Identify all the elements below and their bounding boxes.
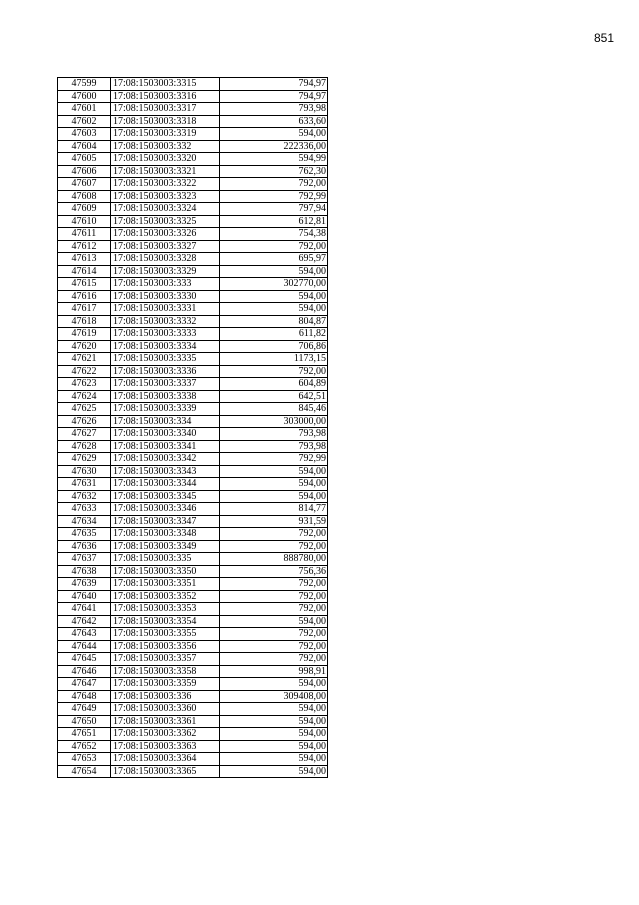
table-row [58, 478, 328, 491]
row-number-cell: 47609 [58, 203, 111, 216]
cadastral-number-cell: 17:08:1503003:3338 [111, 390, 220, 403]
cadastral-number-cell: 17:08:1503003:3324 [111, 203, 220, 216]
cadastral-number-cell: 17:08:1503003:336 [111, 690, 220, 703]
value-cell: 792,00 [220, 365, 328, 378]
cadastral-number-cell: 17:08:1503003:3364 [111, 753, 220, 766]
table-row [58, 228, 328, 241]
value-cell: 888780,00 [220, 553, 328, 566]
row-number-cell: 47614 [58, 265, 111, 278]
table-row [58, 253, 328, 266]
cadastral-number-cell: 17:08:1503003:3347 [111, 515, 220, 528]
row-number-cell: 47631 [58, 478, 111, 491]
value-cell: 792,00 [220, 178, 328, 191]
row-number-cell: 47634 [58, 515, 111, 528]
row-number-cell: 47632 [58, 490, 111, 503]
row-number-cell: 47643 [58, 628, 111, 641]
table-row [58, 140, 328, 153]
value-cell: 804,87 [220, 315, 328, 328]
table-row [58, 440, 328, 453]
row-number-cell: 47638 [58, 565, 111, 578]
value-cell: 794,97 [220, 78, 328, 91]
value-cell: 695,97 [220, 253, 328, 266]
value-cell: 756,36 [220, 565, 328, 578]
cadastral-number-cell: 17:08:1503003:3325 [111, 215, 220, 228]
cadastral-number-cell: 17:08:1503003:3321 [111, 165, 220, 178]
row-number-cell: 47654 [58, 765, 111, 778]
table-row [58, 665, 328, 678]
table-row [58, 178, 328, 191]
row-number-cell: 47610 [58, 215, 111, 228]
table-row [58, 628, 328, 641]
value-cell: 633,60 [220, 115, 328, 128]
cadastral-number-cell: 17:08:1503003:3318 [111, 115, 220, 128]
row-number-cell: 47600 [58, 90, 111, 103]
cadastral-number-cell: 17:08:1503003:3331 [111, 303, 220, 316]
table-row [58, 678, 328, 691]
row-number-cell: 47647 [58, 678, 111, 691]
table-row [58, 715, 328, 728]
value-cell: 594,00 [220, 703, 328, 716]
table-row [58, 653, 328, 666]
row-number-cell: 47606 [58, 165, 111, 178]
row-number-cell: 47649 [58, 703, 111, 716]
table-row [58, 428, 328, 441]
table-row [58, 403, 328, 416]
table-row [58, 703, 328, 716]
row-number-cell: 47604 [58, 140, 111, 153]
cadastral-number-cell: 17:08:1503003:3357 [111, 653, 220, 666]
row-number-cell: 47636 [58, 540, 111, 553]
cadastral-number-cell: 17:08:1503003:3353 [111, 603, 220, 616]
table-row [58, 203, 328, 216]
value-cell: 814,77 [220, 503, 328, 516]
table-row [58, 90, 328, 103]
table-row [58, 128, 328, 141]
table-row [58, 590, 328, 603]
row-number-cell: 47653 [58, 753, 111, 766]
table-row [58, 153, 328, 166]
row-number-cell: 47620 [58, 340, 111, 353]
table-row [58, 490, 328, 503]
value-cell: 612,81 [220, 215, 328, 228]
row-number-cell: 47650 [58, 715, 111, 728]
cadastral-number-cell: 17:08:1503003:3341 [111, 440, 220, 453]
row-number-cell: 47629 [58, 453, 111, 466]
row-number-cell: 47630 [58, 465, 111, 478]
cadastral-number-cell: 17:08:1503003:3354 [111, 615, 220, 628]
value-cell: 1173,15 [220, 353, 328, 366]
row-number-cell: 47603 [58, 128, 111, 141]
cadastral-number-cell: 17:08:1503003:3339 [111, 403, 220, 416]
cadastral-number-cell: 17:08:1503003:333 [111, 278, 220, 291]
table-row [58, 565, 328, 578]
value-cell: 594,00 [220, 128, 328, 141]
value-cell: 594,00 [220, 728, 328, 741]
value-cell: 594,00 [220, 715, 328, 728]
value-cell: 302770,00 [220, 278, 328, 291]
cadastral-number-cell: 17:08:1503003:3342 [111, 453, 220, 466]
row-number-cell: 47605 [58, 153, 111, 166]
cadastral-number-cell: 17:08:1503003:3344 [111, 478, 220, 491]
cadastral-number-cell: 17:08:1503003:3322 [111, 178, 220, 191]
cadastral-number-cell: 17:08:1503003:3319 [111, 128, 220, 141]
cadastral-number-cell: 17:08:1503003:3343 [111, 465, 220, 478]
row-number-cell: 47637 [58, 553, 111, 566]
page-number: 851 [594, 31, 615, 45]
row-number-cell: 47633 [58, 503, 111, 516]
value-cell: 642,51 [220, 390, 328, 403]
cadastral-number-cell: 17:08:1503003:3323 [111, 190, 220, 203]
cadastral-number-cell: 17:08:1503003:3332 [111, 315, 220, 328]
table-row [58, 390, 328, 403]
row-number-cell: 47617 [58, 303, 111, 316]
value-cell: 792,00 [220, 240, 328, 253]
cadastral-number-cell: 17:08:1503003:3328 [111, 253, 220, 266]
value-cell: 931,59 [220, 515, 328, 528]
table-body [58, 78, 328, 778]
table-row [58, 315, 328, 328]
row-number-cell: 47613 [58, 253, 111, 266]
value-cell: 604,89 [220, 378, 328, 391]
row-number-cell: 47626 [58, 415, 111, 428]
cadastral-number-cell: 17:08:1503003:3350 [111, 565, 220, 578]
value-cell: 594,00 [220, 465, 328, 478]
value-cell: 792,00 [220, 590, 328, 603]
cadastral-number-cell: 17:08:1503003:3335 [111, 353, 220, 366]
cadastral-number-cell: 17:08:1503003:3356 [111, 640, 220, 653]
value-cell: 594,99 [220, 153, 328, 166]
cadastral-number-cell: 17:08:1503003:3330 [111, 290, 220, 303]
cadastral-number-cell: 17:08:1503003:3345 [111, 490, 220, 503]
value-cell: 762,30 [220, 165, 328, 178]
value-cell: 794,97 [220, 90, 328, 103]
table-row [58, 328, 328, 341]
row-number-cell: 47641 [58, 603, 111, 616]
cadastral-number-cell: 17:08:1503003:3340 [111, 428, 220, 441]
value-cell: 845,46 [220, 403, 328, 416]
value-cell: 594,00 [220, 740, 328, 753]
table-row [58, 528, 328, 541]
value-cell: 797,94 [220, 203, 328, 216]
table-row [58, 115, 328, 128]
row-number-cell: 47625 [58, 403, 111, 416]
cadastral-number-cell: 17:08:1503003:3329 [111, 265, 220, 278]
cadastral-number-cell: 17:08:1503003:334 [111, 415, 220, 428]
cadastral-number-cell: 17:08:1503003:3348 [111, 528, 220, 541]
value-cell: 594,00 [220, 615, 328, 628]
row-number-cell: 47611 [58, 228, 111, 241]
table-row [58, 515, 328, 528]
row-number-cell: 47621 [58, 353, 111, 366]
value-cell: 793,98 [220, 440, 328, 453]
value-cell: 706,86 [220, 340, 328, 353]
cadastral-number-cell: 17:08:1503003:3352 [111, 590, 220, 603]
row-number-cell: 47645 [58, 653, 111, 666]
row-number-cell: 47612 [58, 240, 111, 253]
table-row [58, 190, 328, 203]
cadastral-number-cell: 17:08:1503003:3355 [111, 628, 220, 641]
table-row [58, 415, 328, 428]
table-row [58, 215, 328, 228]
table-row [58, 365, 328, 378]
table-row [58, 265, 328, 278]
row-number-cell: 47644 [58, 640, 111, 653]
table-row [58, 640, 328, 653]
cadastral-number-cell: 17:08:1503003:3317 [111, 103, 220, 116]
table-row [58, 740, 328, 753]
value-cell: 594,00 [220, 490, 328, 503]
table-row [58, 290, 328, 303]
table-row [58, 615, 328, 628]
cadastral-number-cell: 17:08:1503003:3315 [111, 78, 220, 91]
table-row [58, 603, 328, 616]
value-cell: 998,91 [220, 665, 328, 678]
cadastral-number-cell: 17:08:1503003:3334 [111, 340, 220, 353]
table-row [58, 240, 328, 253]
table-row [58, 103, 328, 116]
table-row [58, 465, 328, 478]
value-cell: 594,00 [220, 290, 328, 303]
table-row [58, 728, 328, 741]
row-number-cell: 47624 [58, 390, 111, 403]
row-number-cell: 47646 [58, 665, 111, 678]
value-cell: 793,98 [220, 428, 328, 441]
data-table [57, 77, 328, 778]
row-number-cell: 47615 [58, 278, 111, 291]
table-row [58, 165, 328, 178]
table-row [58, 453, 328, 466]
row-number-cell: 47628 [58, 440, 111, 453]
cadastral-number-cell: 17:08:1503003:332 [111, 140, 220, 153]
value-cell: 792,00 [220, 603, 328, 616]
value-cell: 792,00 [220, 628, 328, 641]
table-row [58, 340, 328, 353]
table-row [58, 753, 328, 766]
value-cell: 594,00 [220, 753, 328, 766]
row-number-cell: 47642 [58, 615, 111, 628]
cadastral-number-cell: 17:08:1503003:3316 [111, 90, 220, 103]
table-row [58, 303, 328, 316]
value-cell: 594,00 [220, 765, 328, 778]
value-cell: 792,00 [220, 528, 328, 541]
table-row [58, 503, 328, 516]
row-number-cell: 47616 [58, 290, 111, 303]
row-number-cell: 47602 [58, 115, 111, 128]
cadastral-number-cell: 17:08:1503003:3346 [111, 503, 220, 516]
row-number-cell: 47601 [58, 103, 111, 116]
table-row [58, 540, 328, 553]
cadastral-number-cell: 17:08:1503003:3327 [111, 240, 220, 253]
value-cell: 792,99 [220, 453, 328, 466]
value-cell: 792,00 [220, 653, 328, 666]
row-number-cell: 47639 [58, 578, 111, 591]
value-cell: 792,00 [220, 578, 328, 591]
value-cell: 754,38 [220, 228, 328, 241]
table-row [58, 690, 328, 703]
value-cell: 594,00 [220, 478, 328, 491]
row-number-cell: 47651 [58, 728, 111, 741]
cadastral-number-cell: 17:08:1503003:3359 [111, 678, 220, 691]
row-number-cell: 47652 [58, 740, 111, 753]
cadastral-number-cell: 17:08:1503003:3326 [111, 228, 220, 241]
row-number-cell: 47607 [58, 178, 111, 191]
value-cell: 309408,00 [220, 690, 328, 703]
row-number-cell: 47619 [58, 328, 111, 341]
cadastral-number-cell: 17:08:1503003:3337 [111, 378, 220, 391]
value-cell: 222336,00 [220, 140, 328, 153]
cadastral-number-cell: 17:08:1503003:335 [111, 553, 220, 566]
row-number-cell: 47635 [58, 528, 111, 541]
cadastral-number-cell: 17:08:1503003:3360 [111, 703, 220, 716]
value-cell: 792,00 [220, 540, 328, 553]
cadastral-number-cell: 17:08:1503003:3365 [111, 765, 220, 778]
value-cell: 792,99 [220, 190, 328, 203]
value-cell: 594,00 [220, 678, 328, 691]
cadastral-number-cell: 17:08:1503003:3358 [111, 665, 220, 678]
row-number-cell: 47623 [58, 378, 111, 391]
value-cell: 303000,00 [220, 415, 328, 428]
value-cell: 611,82 [220, 328, 328, 341]
row-number-cell: 47608 [58, 190, 111, 203]
cadastral-number-cell: 17:08:1503003:3333 [111, 328, 220, 341]
table-row [58, 553, 328, 566]
table-row [58, 78, 328, 91]
cadastral-number-cell: 17:08:1503003:3362 [111, 728, 220, 741]
value-cell: 793,98 [220, 103, 328, 116]
cadastral-number-cell: 17:08:1503003:3336 [111, 365, 220, 378]
row-number-cell: 47622 [58, 365, 111, 378]
cadastral-number-cell: 17:08:1503003:3320 [111, 153, 220, 166]
table-row [58, 765, 328, 778]
cadastral-number-cell: 17:08:1503003:3361 [111, 715, 220, 728]
row-number-cell: 47648 [58, 690, 111, 703]
row-number-cell: 47640 [58, 590, 111, 603]
value-cell: 594,00 [220, 303, 328, 316]
cadastral-number-cell: 17:08:1503003:3349 [111, 540, 220, 553]
value-cell: 594,00 [220, 265, 328, 278]
table-row [58, 278, 328, 291]
value-cell: 792,00 [220, 640, 328, 653]
cadastral-number-cell: 17:08:1503003:3363 [111, 740, 220, 753]
table-row [58, 353, 328, 366]
row-number-cell: 47627 [58, 428, 111, 441]
row-number-cell: 47599 [58, 78, 111, 91]
table-row [58, 578, 328, 591]
row-number-cell: 47618 [58, 315, 111, 328]
table-row [58, 378, 328, 391]
cadastral-number-cell: 17:08:1503003:3351 [111, 578, 220, 591]
